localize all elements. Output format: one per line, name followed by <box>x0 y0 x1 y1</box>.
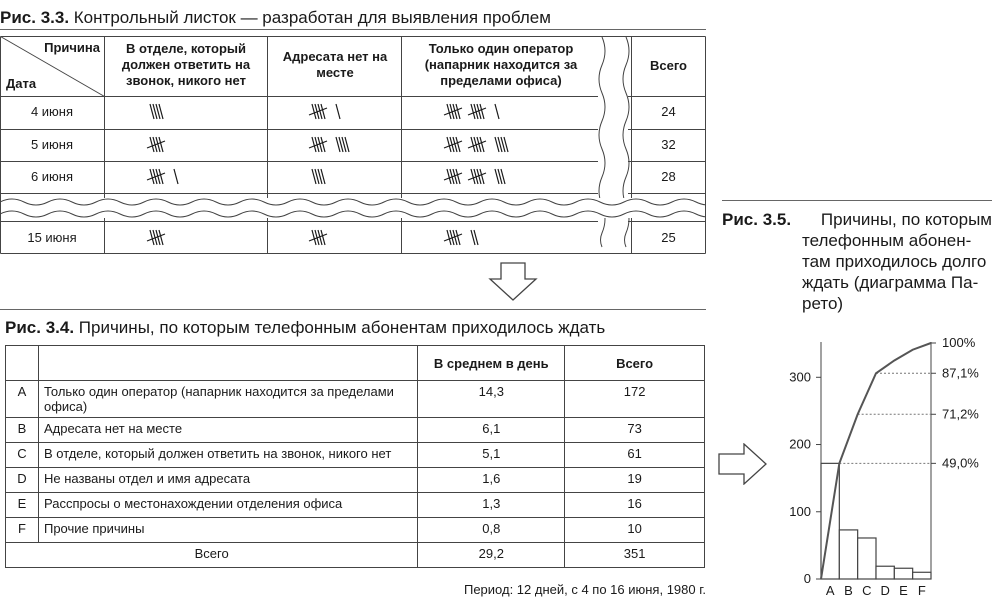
fig35-title <box>722 209 992 314</box>
row-total: 16 <box>565 493 705 518</box>
row-total: 172 <box>565 381 705 418</box>
fig33-title-rule <box>0 29 706 30</box>
tally-group <box>147 230 165 245</box>
row-avg: 5,1 <box>418 443 565 468</box>
row-code: B <box>6 418 39 443</box>
row-total: 73 <box>565 418 705 443</box>
header-avg-per-day: В среднем в день <box>418 346 565 381</box>
row-code: D <box>6 468 39 493</box>
fig33-title <box>0 8 551 28</box>
fig35-title-line: телефонным абонен- <box>802 231 972 250</box>
pareto-chart <box>765 330 992 600</box>
row-total: 10 <box>565 518 705 543</box>
tally-group <box>444 137 508 152</box>
table-row <box>6 468 705 493</box>
fig35-title-line: рето) <box>802 294 844 313</box>
x-tick-label: D <box>880 583 890 598</box>
percent-label: 71,2% <box>942 406 979 422</box>
bar-E <box>894 568 912 579</box>
fig34-title <box>5 318 605 338</box>
table-row <box>6 493 705 518</box>
row-reason: Адресата нет на месте <box>38 418 417 443</box>
header-total: Всего <box>649 58 688 73</box>
y-tick-label: 100 <box>789 503 811 519</box>
row-date: 4 июня <box>30 104 74 119</box>
tally-group <box>309 137 349 152</box>
row-reason: Прочие причины <box>38 518 417 543</box>
y-tick-label: 200 <box>789 436 811 452</box>
row-code: A <box>6 381 39 418</box>
percent-label: 100% <box>942 335 976 350</box>
bar-B <box>839 530 857 579</box>
corner-cause: Причина <box>44 40 100 55</box>
tally-group <box>444 169 505 184</box>
tally-group <box>312 169 325 184</box>
x-tick-label: E <box>899 583 908 598</box>
tally-group <box>309 104 340 119</box>
row-total: 61 <box>565 443 705 468</box>
down-arrow-icon <box>488 262 538 302</box>
bar-C <box>858 538 876 579</box>
row-date: 5 июня <box>30 137 74 152</box>
tally-group <box>444 104 499 119</box>
row-avg: 1,6 <box>418 468 565 493</box>
bar-F <box>913 572 931 579</box>
fig35-title-line: ждать (диаграмма Па- <box>802 273 979 292</box>
row-reason: Расспросы о местонахождении отделения офиса <box>38 493 417 518</box>
header-no-one-in-department: В отделе, который должен ответить на звонок, никого нет <box>121 41 251 88</box>
x-tick-label: F <box>917 583 926 598</box>
sum-avg: 29,2 <box>418 543 565 568</box>
tally-group <box>444 230 478 245</box>
sum-total: 351 <box>565 543 705 568</box>
tally-group <box>309 230 327 245</box>
fig34-label: Рис. 3.4. <box>5 318 75 337</box>
percent-label: 87,1% <box>942 365 979 381</box>
right-arrow-icon <box>718 443 768 485</box>
check-sheet <box>0 36 706 254</box>
row-date: 15 июня <box>27 230 77 245</box>
header-empty <box>6 346 39 381</box>
row-reason: Не названы отдел и имя адресата <box>38 468 417 493</box>
table-row <box>6 381 705 418</box>
row-code: F <box>6 518 39 543</box>
tally-group <box>150 104 163 119</box>
tally-group <box>147 137 165 152</box>
fig35-title-line: там приходилось долго <box>802 252 987 271</box>
table-row <box>6 443 705 468</box>
corner-date: Дата <box>6 76 37 91</box>
row-code: C <box>6 443 39 468</box>
row-avg: 6,1 <box>418 418 565 443</box>
row-code: E <box>6 493 39 518</box>
header-one-operator: Только один оператор (напарник находится за пределами офиса) <box>424 41 578 88</box>
fig35-title-rule <box>722 200 992 201</box>
tally-stroke <box>495 104 499 119</box>
x-tick-label: C <box>862 583 872 598</box>
fig34-title-text: Причины, по которым телефонным абонентам приходилось ждать <box>78 318 606 337</box>
row-avg: 0,8 <box>418 518 565 543</box>
row-total: 25 <box>661 230 676 245</box>
tally-marks <box>0 36 706 254</box>
row-total: 32 <box>661 137 676 152</box>
tally-stroke <box>336 104 340 119</box>
table-sum-row <box>6 543 705 568</box>
header-empty <box>38 346 417 381</box>
row-date: 6 июня <box>30 169 74 184</box>
row-total: 28 <box>661 169 676 184</box>
fig35-title-line: Причины, по которым <box>820 210 992 229</box>
y-tick-label: 0 <box>803 571 811 586</box>
tally-stroke <box>174 169 178 184</box>
row-reason: Только один оператор (напарник находится за пределами офиса) <box>38 381 417 418</box>
bar-D <box>876 566 894 579</box>
reasons-table <box>5 345 705 568</box>
header-total: Всего <box>565 346 705 381</box>
fig33-title-text: Контрольный листок — разработан для выявления проблем <box>73 8 551 27</box>
row-reason: В отделе, который должен ответить на звонок, никого нет <box>38 443 417 468</box>
y-tick-label: 300 <box>789 369 811 385</box>
row-avg: 14,3 <box>418 381 565 418</box>
header-addressee-absent: Адресата нет на месте <box>282 49 388 80</box>
x-tick-label: A <box>825 583 835 598</box>
row-avg: 1,3 <box>418 493 565 518</box>
fig34-title-rule <box>0 309 706 310</box>
table-row <box>6 418 705 443</box>
x-tick-label: B <box>844 583 853 598</box>
table-header-row <box>6 346 705 381</box>
row-total: 24 <box>661 104 676 119</box>
fig35-label: Рис. 3.5. <box>722 210 792 229</box>
percent-label: 49,0% <box>942 455 979 471</box>
sum-label: Всего <box>6 543 418 568</box>
fig33-label: Рис. 3.3. <box>0 8 70 27</box>
tally-group <box>147 169 178 184</box>
row-total: 19 <box>565 468 705 493</box>
table-row <box>6 518 705 543</box>
period-note: Период: 12 дней, с 4 по 16 июня, 1980 г. <box>463 582 706 597</box>
